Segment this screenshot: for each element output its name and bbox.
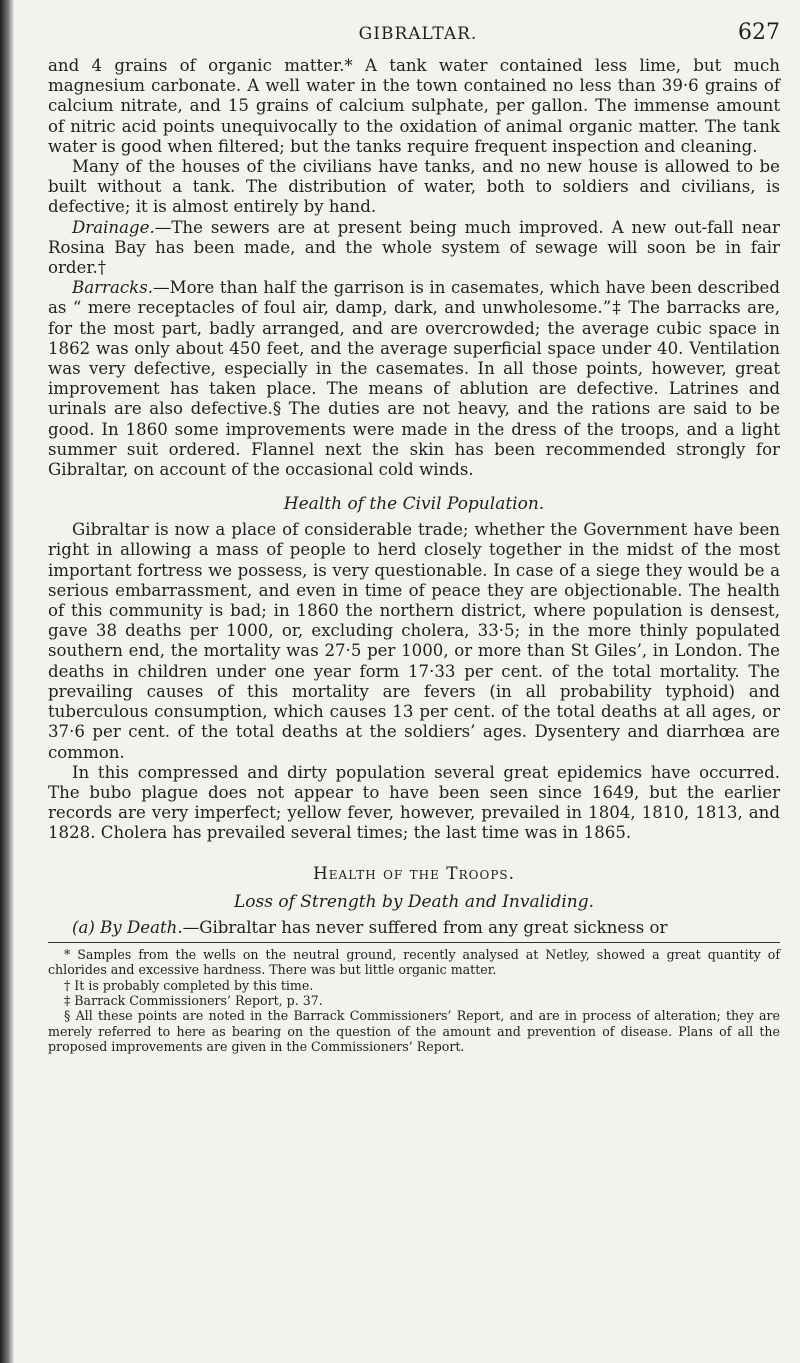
- body-text: [48, 56, 780, 1055]
- footnote: ‡ Barrack Commissioners’ Report, p. 37.: [64, 992, 323, 1008]
- footnote-divider: [48, 942, 780, 943]
- subsection-heading-loss: Loss of Strength by Death and Invaliding.: [233, 891, 595, 912]
- by-death-lead: (a) By Death.: [72, 917, 183, 937]
- section-heading-civil-population: Health of the Civil Population.: [283, 494, 545, 515]
- footnote: § All these points are noted in the Barrack Commissioners’ Report, and are in process of alteration; they are merely referred to here as bearing on the question of the amount and prevention of disease. Plans of all the proposed improvements are given in the Commissioners’ Report.: [48, 1008, 780, 1055]
- by-death-text: —Gibraltar has never suffered from any great sickness or: [182, 917, 668, 937]
- paragraph-by-death: [48, 918, 780, 938]
- page-header: [56, 18, 780, 48]
- footnote: † It is probably completed by this time.: [64, 977, 314, 993]
- paragraph-water: and 4 grains of organic matter.* A tank water contained less lime, but much magnesium carbonate. A well water in the town contained no less than 39·6 grains of calcium nitrate, and 15 grains of calcium sulphate, per gallon. The immense amount of nitric acid points unequivocally to the oxidation of animal organic matter. The tank water is good when filtered; but the tanks require frequent inspection and cleaning.: [48, 56, 780, 156]
- paragraph-epidemics: In this compressed and dirty population several great epidemics have occurred. The bubo plague does not appear to have been seen since 1649, but the earlier records are very imperfect; yellow fever, however, prevailed in 1804, 1810, 1813, and 1828. Cholera has prevailed several times; the last time was in 1865.: [48, 762, 780, 843]
- paragraph-drainage: [48, 218, 780, 279]
- page-gutter-shadow: [0, 0, 14, 1363]
- drainage-lead: Drainage.: [72, 217, 155, 237]
- paragraph-barracks: [48, 278, 780, 480]
- running-title: GIBRALTAR.: [358, 24, 478, 44]
- barracks-lead: Barracks.: [72, 278, 153, 298]
- barracks-text: —More than half the garrison is in casemates, which have been described as “ mere receptacles of foul air, damp, dark, and unwholesome.”‡ The barracks are, for the most part, badly arranged, and are overcrowded; the average cubic space in 1862 was only about 450 feet, and the average superficial space under 40. Ventilation was very defective, especially in the casemates. In all those points, however, great improvement has taken place. The means of ablution are defective. Latrines and urinals are also defective.§ The duties are not heavy, and the rations are said to be good. In 1860 some improvements were made in the dress of the troops, and a light summer suit ordered. Flannel next the skin has been recommended strongly for Gibraltar, on account of the occasional cold winds.: [48, 278, 780, 480]
- drainage-text: —The sewers are at present being much improved. A new out-fall near Rosina Bay has been made, and the whole system of sewage will soon be in fair order.†: [48, 217, 780, 278]
- page-number: 627: [738, 20, 780, 45]
- footnotes: [48, 947, 780, 1055]
- paragraph-civil-health: Gibraltar is now a place of considerable trade; whether the Government have been right in allowing a mass of people to herd closely together in the midst of the most important fortress we possess, is very questionable. In case of a siege they would be a serious embarrassment, and even in time of peace they are objectionable. The health of this community is bad; in 1860 the northern district, where population is densest, gave 38 deaths per 1000, or, excluding cholera, 33·5; in the more thinly populated southern end, the mortality was 27·5 per 1000, or more than St Giles’, in London. The deaths in children under one year form 17·33 per cent. of the total mortality. The prevailing causes of this mortality are fevers (in all probability typhoid) and tuberculous consumption, which causes 13 per cent. of the total deaths at all ages, or 37·6 per cent. of the total deaths at the soldiers’ ages. Dysentery and diarrhœa are common.: [48, 520, 780, 762]
- paragraph-tanks: Many of the houses of the civilians have tanks, and no new house is allowed to be built without a tank. The distribution of water, both to soldiers and civilians, is defective; it is almost entirely by hand.: [48, 157, 780, 217]
- section-heading-troops: Health of the Troops.: [312, 863, 516, 884]
- footnote: * Samples from the wells on the neutral ground, recently analysed at Netley, showed a great quantity of chlorides and excessive hardness. There was but little organic matter.: [48, 946, 780, 978]
